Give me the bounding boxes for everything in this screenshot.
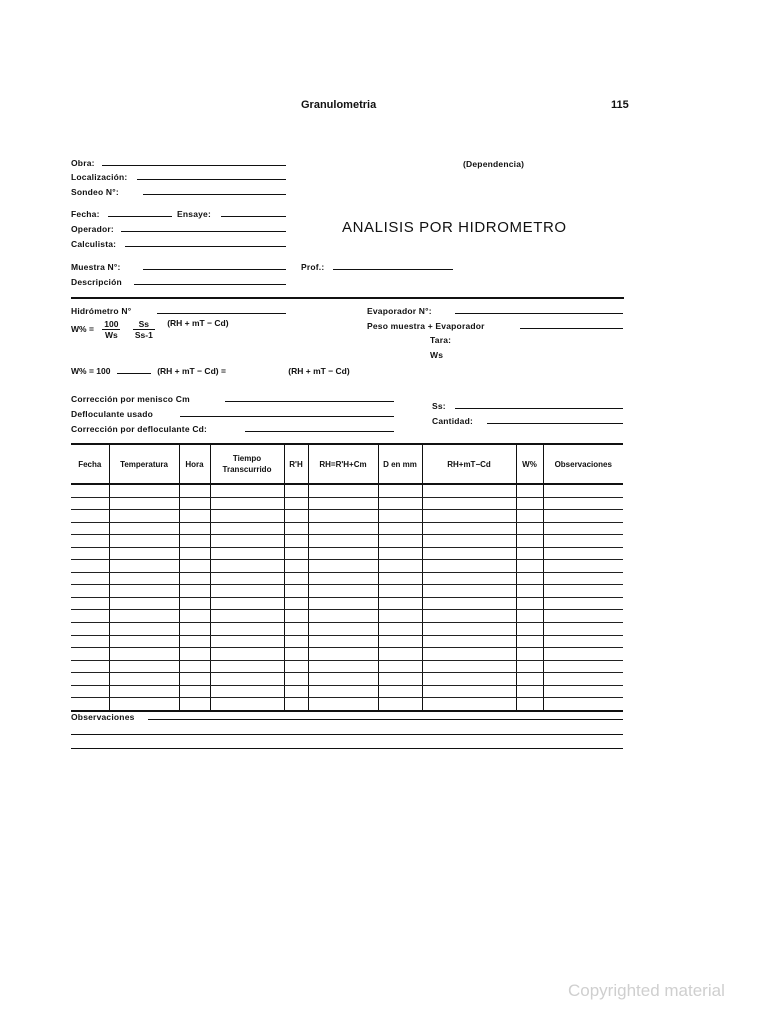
table-cell[interactable]	[284, 610, 308, 623]
table-cell[interactable]	[516, 597, 543, 610]
table-cell[interactable]	[71, 572, 109, 585]
table-cell[interactable]	[543, 648, 623, 661]
localizacion-field[interactable]	[137, 179, 286, 180]
table-cell[interactable]	[308, 635, 378, 648]
frac-ss	[133, 319, 155, 340]
frac-ss-den: Ss-1	[134, 330, 153, 341]
peso-muestra-label: Peso muestra + Evaporador	[367, 321, 485, 331]
table-cell[interactable]	[284, 522, 308, 535]
table-row	[71, 547, 623, 560]
table-cell[interactable]	[516, 648, 543, 661]
table-cell[interactable]	[422, 547, 516, 560]
table-cell[interactable]	[71, 585, 109, 598]
table-cell[interactable]	[71, 660, 109, 673]
table-cell[interactable]	[109, 510, 179, 523]
table-cell[interactable]	[284, 698, 308, 711]
table-cell[interactable]	[516, 522, 543, 535]
table-cell[interactable]	[109, 635, 179, 648]
table-cell[interactable]	[308, 673, 378, 686]
table-cell[interactable]	[422, 673, 516, 686]
table-cell[interactable]	[179, 685, 210, 698]
table-cell[interactable]	[422, 572, 516, 585]
table-cell[interactable]	[179, 610, 210, 623]
hydrometer-table	[71, 443, 623, 712]
table-cell[interactable]	[179, 623, 210, 636]
formula2-blank	[117, 373, 151, 374]
table-cell[interactable]	[179, 585, 210, 598]
table-cell[interactable]	[543, 597, 623, 610]
table-cell[interactable]	[109, 623, 179, 636]
table-cell[interactable]	[516, 535, 543, 548]
descripcion-field[interactable]	[134, 284, 286, 285]
table-cell[interactable]	[109, 597, 179, 610]
table-cell[interactable]	[284, 484, 308, 497]
table-cell[interactable]	[210, 660, 284, 673]
table-cell[interactable]	[422, 560, 516, 573]
defloculante-label: Defloculante usado	[71, 409, 154, 419]
calculista-field[interactable]	[125, 246, 286, 247]
table-cell[interactable]	[284, 635, 308, 648]
cantidad-field[interactable]	[487, 423, 623, 424]
table-cell[interactable]	[543, 623, 623, 636]
table-cell[interactable]	[109, 547, 179, 560]
cantidad-label: Cantidad:	[432, 416, 473, 426]
table-cell[interactable]	[179, 698, 210, 711]
table-row	[71, 497, 623, 510]
table-cell[interactable]	[378, 635, 422, 648]
muestra-label: Muestra N°:	[71, 262, 121, 272]
col-observaciones: Observaciones	[543, 444, 623, 484]
table-cell[interactable]	[71, 623, 109, 636]
table-cell[interactable]	[210, 484, 284, 497]
table-cell[interactable]	[71, 535, 109, 548]
table-cell[interactable]	[543, 560, 623, 573]
table-cell[interactable]	[210, 572, 284, 585]
table-cell[interactable]	[378, 535, 422, 548]
correccion-defloculante-label: Corrección por defloculante Cd:	[71, 424, 208, 434]
table-cell[interactable]	[308, 685, 378, 698]
table-cell[interactable]	[71, 648, 109, 661]
table-cell[interactable]	[284, 585, 308, 598]
descripcion-label: Descripción	[71, 277, 122, 287]
table-cell[interactable]	[516, 610, 543, 623]
table-cell[interactable]	[308, 560, 378, 573]
table-cell[interactable]	[516, 623, 543, 636]
table-cell[interactable]	[179, 535, 210, 548]
table-cell[interactable]	[378, 510, 422, 523]
table-row	[71, 560, 623, 573]
table-cell[interactable]	[179, 497, 210, 510]
running-title: Granulometria	[301, 99, 377, 111]
frac-100-ws	[102, 319, 120, 340]
table-cell[interactable]	[543, 610, 623, 623]
frac-ss-num: Ss	[133, 319, 155, 330]
table-cell[interactable]	[210, 510, 284, 523]
table-cell[interactable]	[109, 560, 179, 573]
fecha-label: Fecha:	[71, 209, 100, 219]
table-cell[interactable]	[516, 673, 543, 686]
copyright-watermark: Copyrighted material	[568, 981, 725, 1000]
table-cell[interactable]	[422, 648, 516, 661]
table-cell[interactable]	[308, 610, 378, 623]
table-cell[interactable]	[71, 547, 109, 560]
operador-field[interactable]	[121, 231, 286, 232]
table-cell[interactable]	[543, 497, 623, 510]
table-cell[interactable]	[378, 597, 422, 610]
table-cell[interactable]	[543, 660, 623, 673]
table-cell[interactable]	[516, 660, 543, 673]
table-cell[interactable]	[71, 560, 109, 573]
evaporador-field[interactable]	[455, 313, 623, 314]
table-cell[interactable]	[516, 497, 543, 510]
table-cell[interactable]	[543, 698, 623, 711]
ss-field[interactable]	[455, 408, 623, 409]
table-cell[interactable]	[179, 510, 210, 523]
table-cell[interactable]	[109, 497, 179, 510]
table-cell[interactable]	[308, 484, 378, 497]
table-cell[interactable]	[179, 673, 210, 686]
table-cell[interactable]	[516, 560, 543, 573]
formula2-mid: (RH + mT − Cd) =	[157, 366, 226, 376]
table-row	[71, 660, 623, 673]
table-cell[interactable]	[378, 484, 422, 497]
table-cell[interactable]	[378, 610, 422, 623]
tara-label: Tara:	[430, 335, 452, 345]
ensaye-label: Ensaye:	[177, 209, 212, 219]
table-cell[interactable]	[308, 585, 378, 598]
table-cell[interactable]	[179, 635, 210, 648]
table-cell[interactable]	[284, 497, 308, 510]
table-cell[interactable]	[378, 585, 422, 598]
table-cell[interactable]	[179, 484, 210, 497]
table-row	[71, 635, 623, 648]
table-cell[interactable]	[378, 698, 422, 711]
table-cell[interactable]	[179, 660, 210, 673]
table-cell[interactable]	[210, 560, 284, 573]
muestra-field[interactable]	[143, 269, 286, 270]
prof-label: Prof.:	[301, 262, 325, 272]
table-cell[interactable]	[284, 685, 308, 698]
table-cell[interactable]	[543, 673, 623, 686]
table-cell[interactable]	[378, 673, 422, 686]
table-cell[interactable]	[284, 535, 308, 548]
table-cell[interactable]	[71, 597, 109, 610]
table-cell[interactable]	[210, 535, 284, 548]
table-cell[interactable]	[284, 673, 308, 686]
table-cell[interactable]	[210, 635, 284, 648]
table-cell[interactable]	[284, 510, 308, 523]
table-cell[interactable]	[516, 698, 543, 711]
calculista-label: Calculista:	[71, 239, 117, 249]
defloculante-field[interactable]	[180, 416, 394, 417]
table-cell[interactable]	[71, 635, 109, 648]
table-cell[interactable]	[422, 484, 516, 497]
table-cell[interactable]	[308, 535, 378, 548]
table-cell[interactable]	[543, 522, 623, 535]
table-cell[interactable]	[210, 648, 284, 661]
table-cell[interactable]	[71, 698, 109, 711]
table-cell[interactable]	[516, 635, 543, 648]
col-temperatura: Temperatura	[109, 444, 179, 484]
table-cell[interactable]	[71, 484, 109, 497]
evaporador-label: Evaporador N°:	[367, 306, 432, 316]
col-rh-prime: R'H	[284, 444, 308, 484]
table-cell[interactable]	[308, 698, 378, 711]
table-cell[interactable]	[210, 685, 284, 698]
table-cell[interactable]	[284, 597, 308, 610]
table-cell[interactable]	[308, 522, 378, 535]
col-rh: RH=R'H+Cm	[308, 444, 378, 484]
table-row	[71, 648, 623, 661]
table-cell[interactable]	[308, 623, 378, 636]
table-cell[interactable]	[422, 623, 516, 636]
col-hora: Hora	[179, 444, 210, 484]
table-row	[71, 535, 623, 548]
table-cell[interactable]	[543, 484, 623, 497]
observaciones-line-3[interactable]	[71, 748, 623, 749]
table-cell[interactable]	[308, 597, 378, 610]
table-row	[71, 510, 623, 523]
table-cell[interactable]	[109, 660, 179, 673]
table-cell[interactable]	[179, 597, 210, 610]
observaciones-line-2[interactable]	[71, 734, 623, 735]
table-cell[interactable]	[422, 510, 516, 523]
table-cell[interactable]	[543, 635, 623, 648]
table-cell[interactable]	[109, 484, 179, 497]
table-cell[interactable]	[109, 673, 179, 686]
table-cell[interactable]	[284, 560, 308, 573]
frac-100: 100	[104, 319, 119, 330]
table-cell[interactable]	[71, 673, 109, 686]
localizacion-label: Localización:	[71, 172, 128, 182]
table-row	[71, 623, 623, 636]
table-row	[71, 685, 623, 698]
water-content-formula-2	[71, 366, 350, 376]
formula2-lhs: W% = 100	[71, 366, 111, 376]
table-cell[interactable]	[543, 547, 623, 560]
table-cell[interactable]	[109, 535, 179, 548]
page-title: ANALISIS POR HIDROMETRO	[342, 219, 567, 236]
table-cell[interactable]	[210, 522, 284, 535]
table-cell[interactable]	[308, 660, 378, 673]
table-cell[interactable]	[308, 497, 378, 510]
table-cell[interactable]	[284, 547, 308, 560]
table-row	[71, 698, 623, 711]
table-cell[interactable]	[210, 585, 284, 598]
table-cell[interactable]	[378, 522, 422, 535]
table-row	[71, 572, 623, 585]
prof-field[interactable]	[333, 269, 453, 270]
table-cell[interactable]	[516, 585, 543, 598]
table-cell[interactable]	[71, 522, 109, 535]
page-number: 115	[611, 99, 629, 111]
formula-paren: (RH + mT − Cd)	[167, 318, 229, 328]
table-cell[interactable]	[422, 698, 516, 711]
table-cell[interactable]	[422, 660, 516, 673]
table-cell[interactable]	[378, 685, 422, 698]
col-rh-mt-cd: RH+mT−Cd	[422, 444, 516, 484]
table-cell[interactable]	[516, 510, 543, 523]
table-cell[interactable]	[543, 510, 623, 523]
table-cell[interactable]	[378, 560, 422, 573]
table-cell[interactable]	[109, 522, 179, 535]
table-cell[interactable]	[210, 673, 284, 686]
ss-label: Ss:	[432, 401, 446, 411]
table-cell[interactable]	[378, 497, 422, 510]
observaciones-line-1[interactable]	[148, 719, 623, 720]
table-cell[interactable]	[422, 635, 516, 648]
table-cell[interactable]	[378, 660, 422, 673]
table-cell[interactable]	[543, 535, 623, 548]
table-cell[interactable]	[179, 572, 210, 585]
ensaye-field[interactable]	[221, 216, 286, 217]
table-cell[interactable]	[284, 623, 308, 636]
table-cell[interactable]	[210, 597, 284, 610]
table-cell[interactable]	[378, 547, 422, 560]
table-cell[interactable]	[308, 510, 378, 523]
table-cell[interactable]	[179, 522, 210, 535]
sondeo-field[interactable]	[143, 194, 286, 195]
sondeo-label: Sondeo N°:	[71, 187, 119, 197]
operador-label: Operador:	[71, 224, 114, 234]
correccion-menisco-field[interactable]	[225, 401, 394, 402]
table-cell[interactable]	[284, 660, 308, 673]
table-cell[interactable]	[516, 547, 543, 560]
dependency-label: (Dependencia)	[463, 159, 525, 169]
table-cell[interactable]	[109, 585, 179, 598]
table-row	[71, 484, 623, 497]
table-cell[interactable]	[210, 497, 284, 510]
table-cell[interactable]	[210, 610, 284, 623]
table-cell[interactable]	[543, 685, 623, 698]
table-cell[interactable]	[284, 572, 308, 585]
table-body	[71, 484, 623, 711]
fecha-field[interactable]	[108, 216, 172, 217]
obra-label: Obra:	[71, 158, 95, 168]
table-cell[interactable]	[210, 623, 284, 636]
col-w-pct: W%	[516, 444, 543, 484]
table-cell[interactable]	[109, 610, 179, 623]
table-row	[71, 522, 623, 535]
correccion-defloculante-field[interactable]	[245, 431, 394, 432]
table-cell[interactable]	[308, 572, 378, 585]
frac-ws: Ws	[105, 330, 118, 341]
table-cell[interactable]	[109, 572, 179, 585]
table-cell[interactable]	[422, 535, 516, 548]
table-cell[interactable]	[378, 648, 422, 661]
formula2-rhs: (RH + mT − Cd)	[288, 366, 350, 376]
table-row	[71, 610, 623, 623]
table-cell[interactable]	[308, 648, 378, 661]
table-cell[interactable]	[516, 572, 543, 585]
table-row	[71, 597, 623, 610]
table-cell[interactable]	[71, 510, 109, 523]
water-content-formula	[71, 318, 229, 340]
table-cell[interactable]	[284, 648, 308, 661]
table-cell[interactable]	[422, 597, 516, 610]
col-tiempo: Tiempo Transcurrido	[210, 444, 284, 484]
table-cell[interactable]	[71, 497, 109, 510]
col-fecha: Fecha	[71, 444, 109, 484]
table-cell[interactable]	[109, 648, 179, 661]
table-cell[interactable]	[378, 572, 422, 585]
obra-field[interactable]	[102, 165, 286, 166]
table-cell[interactable]	[210, 698, 284, 711]
col-d-mm: D en mm	[378, 444, 422, 484]
ws-label: Ws	[430, 350, 444, 360]
section-divider	[71, 297, 624, 299]
observaciones-label: Observaciones	[71, 712, 135, 722]
correccion-menisco-label: Corrección por menisco Cm	[71, 394, 190, 404]
w-pct-symbol: W% =	[71, 324, 94, 334]
table-cell[interactable]	[422, 497, 516, 510]
table-cell[interactable]	[543, 572, 623, 585]
table-row	[71, 673, 623, 686]
hidrometro-field[interactable]	[157, 313, 286, 314]
table-cell[interactable]	[179, 648, 210, 661]
table-cell[interactable]	[179, 547, 210, 560]
table-cell[interactable]	[422, 610, 516, 623]
table-row	[71, 585, 623, 598]
hidrometro-label: Hidrómetro N°	[71, 306, 132, 316]
table-cell[interactable]	[71, 685, 109, 698]
peso-muestra-field[interactable]	[520, 328, 623, 329]
table-header-row	[71, 444, 623, 484]
table-cell[interactable]	[422, 522, 516, 535]
table-cell[interactable]	[308, 547, 378, 560]
table-cell[interactable]	[516, 685, 543, 698]
table-cell[interactable]	[71, 610, 109, 623]
table-cell[interactable]	[422, 585, 516, 598]
table-cell[interactable]	[422, 685, 516, 698]
table-cell[interactable]	[210, 547, 284, 560]
table-cell[interactable]	[516, 484, 543, 497]
table-cell[interactable]	[543, 585, 623, 598]
table-cell[interactable]	[109, 685, 179, 698]
table-cell[interactable]	[109, 698, 179, 711]
table-cell[interactable]	[179, 560, 210, 573]
table-cell[interactable]	[378, 623, 422, 636]
